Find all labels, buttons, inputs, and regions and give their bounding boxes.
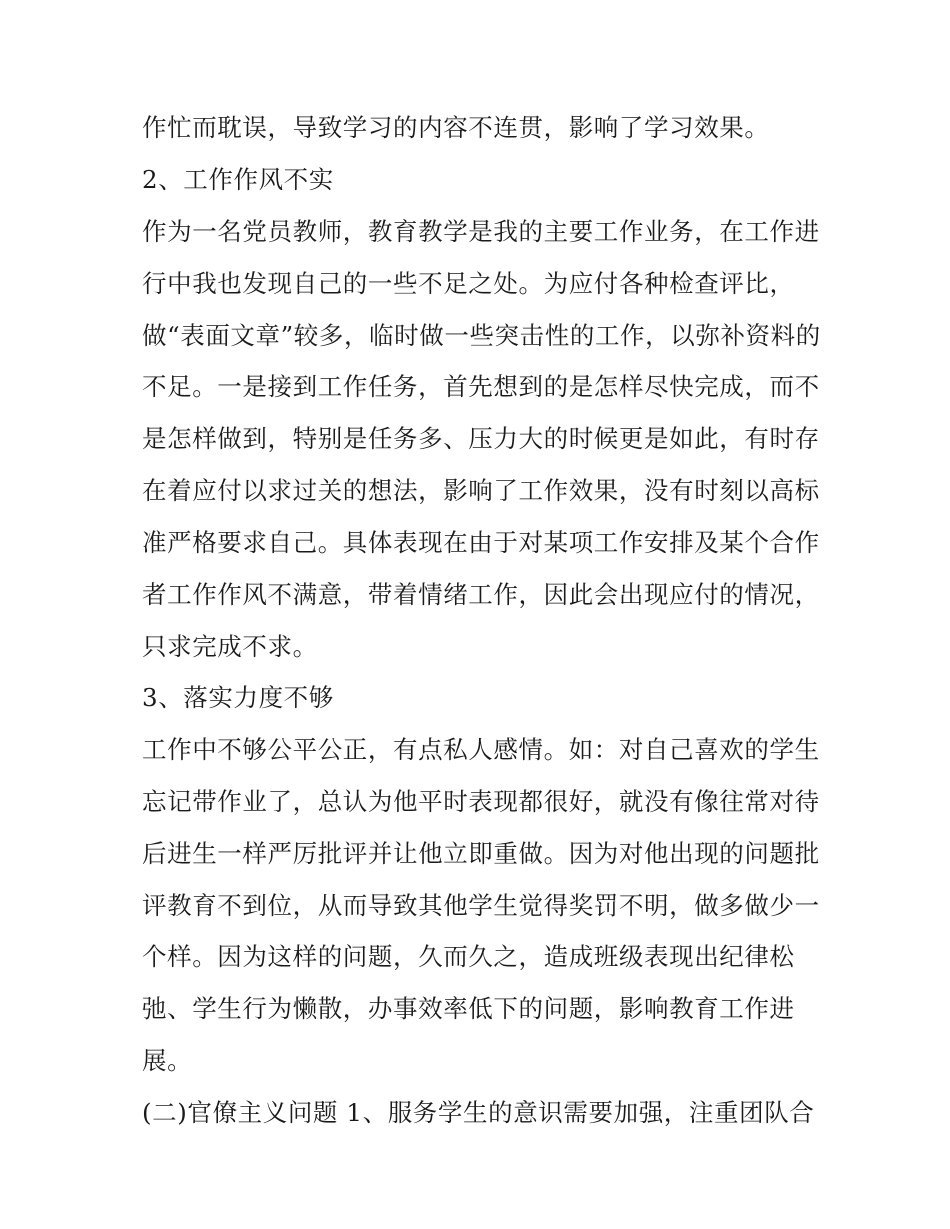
section-heading: (二)官僚主义问题 1、服务学生的意识需要加强，注重团队合 bbox=[142, 1098, 815, 1127]
text-line: 个样。因为这样的问题，久而久之，造成班级表现出纪律松 bbox=[142, 942, 795, 971]
section-heading: 3、落实力度不够 bbox=[142, 683, 334, 712]
text-line: 工作中不够公平公正，有点私人感情。如：对自己喜欢的学生 bbox=[142, 735, 820, 764]
text-line: 不足。一是接到工作任务，首先想到的是怎样尽快完成，而不 bbox=[142, 372, 820, 401]
text-line: 只求完成不求。 bbox=[142, 632, 318, 661]
text-line: 是怎样做到，特别是任务多、压力大的时候更是如此，有时存 bbox=[142, 424, 820, 453]
text-line: 忘记带作业了，总认为他平时表现都很好，就没有像往常对待 bbox=[142, 787, 820, 816]
text-line: 弛、学生行为懒散，办事效率低下的问题，影响教育工作进 bbox=[142, 994, 795, 1023]
section-heading: 2、工作作风不实 bbox=[142, 165, 334, 194]
text-line: 准严格要求自己。具体表现在由于对某项工作安排及某个合作 bbox=[142, 528, 820, 557]
text-line: 者工作作风不满意，带着情绪工作，因此会出现应付的情况， bbox=[142, 580, 820, 609]
text-line: 展。 bbox=[142, 1046, 193, 1075]
text-line: 行中我也发现自己的一些不足之处。为应付各种检查评比， bbox=[142, 269, 795, 298]
text-line: 评教育不到位，从而导致其他学生觉得奖罚不明，做多做少一 bbox=[142, 891, 820, 920]
text-line: 作忙而耽误，导致学习的内容不连贯，影响了学习效果。 bbox=[142, 113, 770, 142]
text-line: 在着应付以求过关的想法，影响了工作效果，没有时刻以高标 bbox=[142, 476, 820, 505]
text-line: 作为一名党员教师，教育教学是我的主要工作业务，在工作进 bbox=[142, 217, 820, 246]
text-line: 做“表面文章”较多，临时做一些突击性的工作，以弥补资料的 bbox=[142, 321, 821, 350]
text-line: 后进生一样严厉批评并让他立即重做。因为对他出现的问题批 bbox=[142, 839, 820, 868]
